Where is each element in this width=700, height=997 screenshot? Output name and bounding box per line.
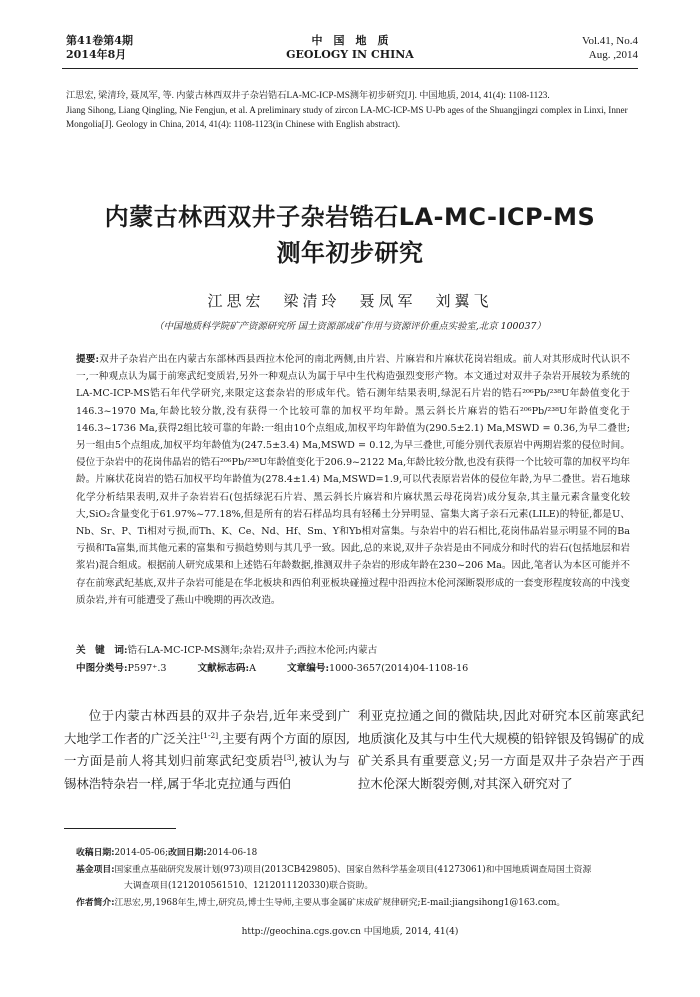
classification-info <box>76 661 630 677</box>
citation-ref[interactable]: [1-2] <box>200 730 219 740</box>
article-number-value: 1000-3657(2014)04-1108-16 <box>329 663 469 674</box>
received-label: 收稿日期: <box>76 848 115 858</box>
body-column-left <box>64 705 350 795</box>
revised-date: 2014-06-18 <box>206 848 258 858</box>
article-number <box>287 663 468 674</box>
citation-cn: 江思宏, 梁清玲, 聂凤军, 等. 内蒙古林西双井子杂岩锆石LA-MC-ICP-MS测年初步研究[J]. 中国地质, 2014, 41(4): 1108-1123. <box>66 90 550 100</box>
journal-name-en: GEOLOGY IN CHINA <box>286 48 414 61</box>
clc-label: 中图分类号: <box>76 663 128 674</box>
footnotes <box>76 845 638 911</box>
document-code <box>198 663 256 674</box>
author-bio-text: 江思宏,男,1968年生,博士,研究员,博士生导师,主要从事金属矿床成矿规律研究;E-mail:jiangsihong1@163.com。 <box>114 897 566 908</box>
revised-label: 改回日期: <box>168 848 207 858</box>
title-line-1: 内蒙古林西双井子杂岩锆石LA-MC-ICP-MS <box>104 203 596 231</box>
affiliation: （中国地质科学院矿产资源研究所 国土资源部成矿作用与资源评价重点实验室,北京 100037） <box>154 321 546 332</box>
article-number-label: 文章编号: <box>287 663 329 674</box>
footnote-rule <box>64 828 176 829</box>
citation-block <box>66 88 638 132</box>
abstract-label: 提要: <box>76 354 100 365</box>
abstract <box>76 351 630 609</box>
citation-ref[interactable]: [3] <box>283 752 295 762</box>
title-line-2: 测年初步研究 <box>276 239 424 267</box>
body-column-right: 利亚克拉通之间的微陆块,因此对研究本区前寒武纪地质演化及其与中生代大规模的铅锌银及钨锡矿的成矿关系具有重要意义;另一方面是双井子杂岩产于西拉木伦深大断裂旁侧,对其深入研究对了 <box>358 708 644 791</box>
keywords <box>76 643 630 659</box>
doc-code-value: A <box>249 663 257 674</box>
citation-en: Jiang Sihong, Liang Qingling, Nie Fengjun, et al. A preliminary study of zircon LA-MC-ICP-MS U-Pb ages of the Shuangjingzi complex in Linxi, Inner Mongolia[J]. Geology in China, 2014, 41(4): 1108-1123(in Chinese with English abstract). <box>66 104 628 129</box>
keywords-text: 锆石LA-MC-ICP-MS测年;杂岩;双井子;西拉木伦河;内蒙古 <box>127 645 378 656</box>
funding-text: 国家重点基础研究发展计划(973)项目(2013CB429805)、国家自然科学基金项目(41273061)和中国地质调查局国土资源 <box>114 864 592 875</box>
issue-date: 2014年8月 <box>66 48 127 61</box>
clc-value: P597⁺.3 <box>127 663 167 674</box>
page-footer: http://geochina.cgs.gov.cn 中国地质, 2014, 41(4) <box>241 927 459 937</box>
author-bio-line <box>76 895 638 912</box>
author-list: 江思宏 梁清玲 聂凤军 刘翼飞 <box>207 292 493 310</box>
volume-issue: 第41卷第4期 <box>66 34 133 47</box>
body-text: 位于内蒙古林西县的双井子杂岩,近年来受到广大地学工作者的广泛关注 <box>64 708 350 746</box>
funding-line <box>76 862 638 879</box>
paper-title <box>60 199 640 271</box>
body-text: ,主要有两个方面的原因,一方面是前人将其划归前寒武纪变质岩 <box>64 730 350 768</box>
issue-info-en <box>582 34 638 62</box>
doc-code-label: 文献标志码: <box>197 663 250 674</box>
volume-issue-en: Vol.41, No.4 <box>581 35 638 47</box>
author-bio-label: 作者简介: <box>76 897 115 908</box>
clc-number <box>76 663 167 674</box>
abstract-text: 双井子杂岩产出在内蒙古东部林西县西拉木伦河的南北两侧,由片岩、片麻岩和片麻状花岗岩组成。前人对其形成时代认识不一,一种观点认为属于前寒武纪变质岩,另外一种观点认为属于早中生代构造强烈变形产物。本文通过对双井子杂岩开展较为系统的LA-MC-ICP-MS锆石年代学研究,来限定这套杂岩的形成年代。锆石测年结果表明,绿泥石片岩的锆石²⁰⁶Pb/²³⁸U年龄值变化于146.3~1970 Ma,年龄比较分散,没有获得一个比较可靠的加权平均年龄。黑云斜长片麻岩的锆石²⁰⁶Pb/²³⁸U年龄值变化于146.3~1736 Ma,获得2组比较可靠的年龄:一组由10个点组成,加权平均年龄值为(290.5±2.1) Ma,MSWD = 0.36,为早二叠世;另一组由5个点组成,加权平均年龄值为(247.5±3.4) Ma,MSWD = 0.12,为早三叠世,可能分别代表原岩中两期岩浆的侵位时间。侵位于杂岩中的花岗伟晶岩的锆石²⁰⁶Pb/²³⁸U年龄值变化于206.9~2122 Ma,年龄比较分散,也没有获得一个比较可靠的加权平均年龄。片麻状花岗岩的锆石加权平均年龄值为(278.4±1.4) Ma,MSWD=1.9,可以代表原岩岩体的侵位年龄,为早二叠世。岩石地球化学分析结果表明,双井子杂岩岩石(包括绿泥石片岩、黑云斜长片麻岩和片麻状黑云母花岗岩)成分复杂,其主量元素含量变化较大,SiO₂含量变化于61.97%~77.18%,但是所有的岩石样品均具有轻稀土分异明显、富集大离子亲石元素(LILE)的特征,都是U、Nb、Sr、P、Ti相对亏损,而Th、K、Ce、Nd、Hf、Sm、Y和Yb相对富集。与杂岩中的岩石相比,花岗伟晶岩显示明显不同的Ba亏损和Ta富集,而其他元素的富集和亏损趋势则与其几乎一致。因此,总的来说,双井子杂岩是由不同成分和时代的岩石(包括地层和岩浆岩)混合组成。根据前人研究成果和上述锆石年龄数据,推测双井子杂岩的形成年龄在230~206 Ma。因此,笔者认为本区可能并不存在前寒武纪基底,双井子杂岩可能是在华北板块和西伯利亚板块碰撞过程中沿西拉木伦河深断裂形成的一套变形程度较高的中浅变质杂岩,并有可能遭受了燕山中晚期的再次改造。 <box>76 354 630 606</box>
received-date: 2014-05-06; <box>114 848 169 858</box>
body-text: ,被认为与锡林浩特杂岩一样,属于华北克拉通与西伯 <box>64 753 350 791</box>
dates-line <box>76 845 638 862</box>
funding-label: 基金项目: <box>76 864 115 875</box>
journal-name-cn: 中 国 地 质 <box>311 34 389 47</box>
funding-continuation: 大调查项目(1212010561510、1212011120330)联合资助。 <box>124 881 374 891</box>
issue-date-en: Aug. ,2014 <box>588 49 638 61</box>
header-rule <box>62 68 638 69</box>
keywords-label: 关 键 词: <box>76 645 128 656</box>
